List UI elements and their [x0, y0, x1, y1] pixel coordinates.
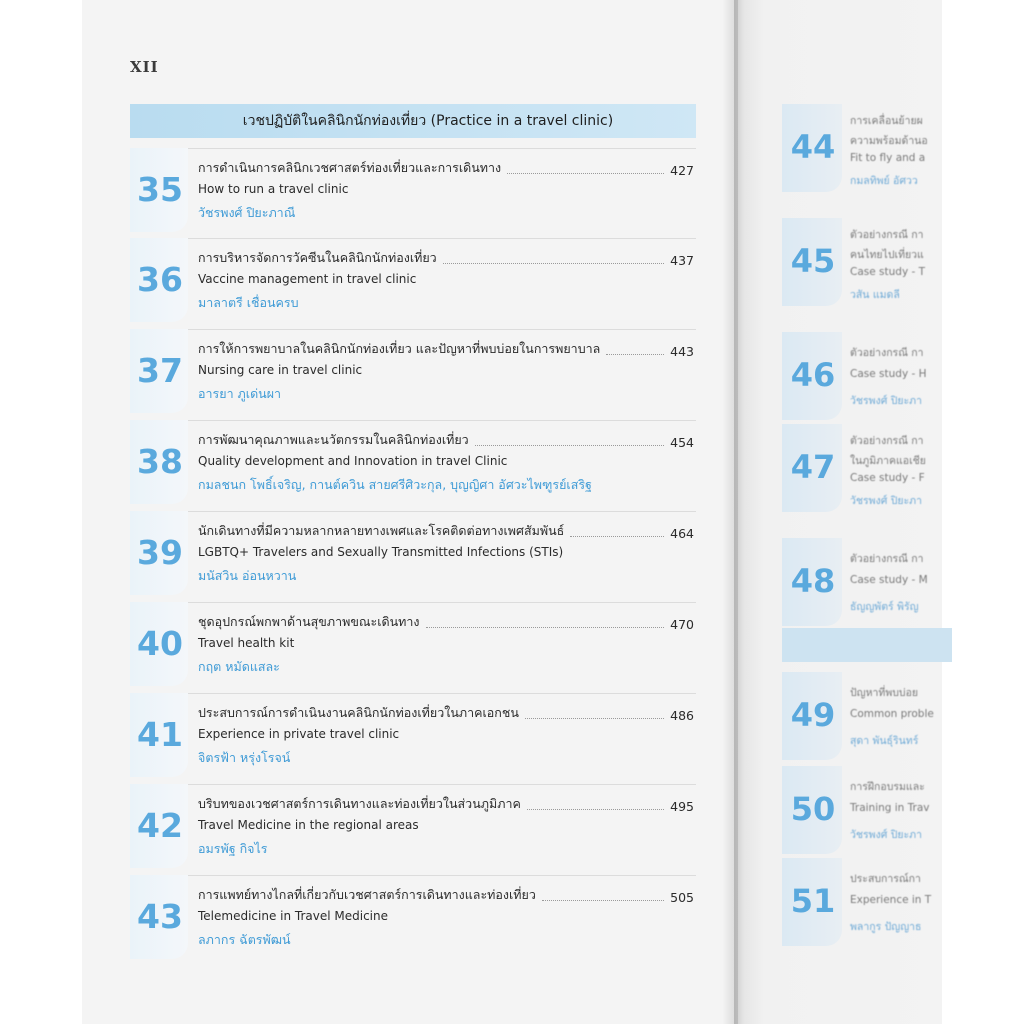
- author: กมลชนก โพธิ์เจริญ, กานต์ควิน สายศรีศิวะกุล, บุญญิศา อัศวะไพฑูรย์เสริฐ: [198, 477, 592, 492]
- title-fragment: Case study - T: [850, 266, 926, 278]
- chapter-number: 38: [137, 442, 183, 481]
- title-fragment: Case study - F: [850, 472, 925, 484]
- title-fragment: ตัวอย่างกรณี กา: [850, 553, 924, 565]
- author: ลภากร ฉัตรพัฒน์: [198, 932, 291, 947]
- title-fragment: Fit to fly and a: [850, 152, 926, 164]
- author-fragment: ธัญญพัตร์ พิรัญ: [850, 601, 919, 613]
- chapter-number: 50: [790, 790, 836, 828]
- chapter-number: 41: [137, 715, 183, 754]
- leader-dots: [527, 809, 664, 810]
- chapter-number-box: [130, 784, 188, 868]
- page-ref: 427: [670, 163, 694, 178]
- title-fragment: Common proble: [850, 708, 934, 720]
- chapter-number: 48: [790, 562, 836, 600]
- thai-title: การแพทย์ทางไกลที่เกี่ยวกับเวชศาสตร์การเดินทางและท่องเที่ยว: [198, 887, 536, 902]
- chapter-number: 47: [790, 448, 836, 486]
- right-toc-entry: [782, 332, 952, 420]
- author: จิตรฟ้า หรุ่งโรจน์: [198, 750, 291, 765]
- chapter-number-box: [782, 218, 842, 306]
- author: วัชรพงศ์ ปิยะภาณี: [198, 205, 296, 220]
- entry-divider: [188, 784, 696, 785]
- right-toc-entry: [782, 104, 952, 192]
- entry-divider: [188, 511, 696, 512]
- chapter-number: 35: [137, 170, 183, 209]
- page-ref: 470: [670, 617, 694, 632]
- thai-title: บริบทของเวชศาสตร์การเดินทางและท่องเที่ยวในส่วนภูมิภาค: [198, 796, 521, 811]
- title-fragment: ตัวอย่างกรณี กา: [850, 229, 924, 241]
- chapter-number: 44: [790, 128, 836, 166]
- thai-title: ชุดอุปกรณ์พกพาด้านสุขภาพขณะเดินทาง: [198, 614, 420, 629]
- chapter-number-box: [130, 238, 188, 322]
- leader-dots: [443, 263, 664, 264]
- right-toc-entry: [782, 766, 952, 854]
- english-title: Vaccine management in travel clinic: [198, 272, 417, 286]
- thai-title-row: [198, 158, 694, 178]
- author-fragment: วัชรพงศ์ ปิยะภา: [850, 395, 922, 407]
- leader-dots: [475, 445, 664, 446]
- entry-divider: [188, 875, 696, 876]
- thai-title-row: [198, 612, 694, 632]
- title-fragment: ในภูมิภาคแอเชีย: [850, 455, 926, 467]
- leader-dots: [525, 718, 664, 719]
- chapter-number: 46: [790, 356, 836, 394]
- title-fragment: ความพร้อมด้านอ: [850, 135, 928, 147]
- title-fragment: Experience in T: [850, 894, 932, 906]
- chapter-number-box: [130, 602, 188, 686]
- english-title: Experience in private travel clinic: [198, 727, 400, 741]
- leader-dots: [507, 173, 664, 174]
- author-fragment: วัชรพงศ์ ปิยะภา: [850, 495, 922, 507]
- entry-divider: [188, 238, 696, 239]
- chapter-number: 37: [137, 351, 183, 390]
- title-fragment: การฝึกอบรมและ: [850, 781, 925, 793]
- right-section-header: [782, 628, 952, 662]
- thai-title-row: [198, 794, 694, 814]
- title-fragment: ตัวอย่างกรณี กา: [850, 435, 924, 447]
- entry-divider: [188, 693, 696, 694]
- page-ref: 486: [670, 708, 694, 723]
- title-fragment: ตัวอย่างกรณี กา: [850, 347, 924, 359]
- chapter-number: 40: [137, 624, 183, 663]
- chapter-number-box: [782, 332, 842, 420]
- english-title: Quality development and Innovation in travel Clinic: [198, 454, 508, 468]
- right-toc-entry: [782, 218, 952, 306]
- toc-entry[interactable]: [130, 875, 696, 959]
- chapter-number-box: [130, 875, 188, 959]
- entry-divider: [188, 148, 696, 149]
- author: มนัสวิน อ่อนหวาน: [198, 568, 297, 583]
- title-fragment: คนไทยไปเที่ยวแ: [850, 249, 924, 261]
- author: มาลาตรี เชื่อนครบ: [198, 295, 299, 310]
- author-fragment: สุดา พันธุ์รินทร์: [850, 735, 919, 747]
- chapter-number: 51: [790, 882, 836, 920]
- english-title: Travel Medicine in the regional areas: [198, 818, 419, 832]
- toc-entry[interactable]: [130, 602, 696, 686]
- title-fragment: Case study - M: [850, 574, 928, 586]
- right-toc-entry: [782, 424, 952, 512]
- chapter-number-box: [130, 329, 188, 413]
- page-ref: 495: [670, 799, 694, 814]
- page-ref: 464: [670, 526, 694, 541]
- chapter-number-box: [782, 424, 842, 512]
- thai-title: การดำเนินการคลินิกเวชศาสตร์ท่องเที่ยวและการเดินทาง: [198, 160, 502, 175]
- page-ref: 505: [670, 890, 694, 905]
- chapter-number: 49: [790, 696, 836, 734]
- thai-title-row: [198, 430, 694, 450]
- page-ref: 454: [670, 435, 694, 450]
- chapter-number-box: [130, 148, 188, 232]
- page-number: XII: [130, 58, 159, 76]
- chapter-number-box: [782, 766, 842, 854]
- leader-dots: [542, 900, 664, 901]
- right-toc-entry: [782, 858, 952, 946]
- toc-entry[interactable]: [130, 511, 696, 595]
- chapter-number-box: [130, 693, 188, 777]
- chapter-number-box: [782, 672, 842, 760]
- chapter-number-box: [782, 858, 842, 946]
- chapter-number-box: [130, 511, 188, 595]
- toc-entry[interactable]: [130, 329, 696, 413]
- title-fragment: ปัญหาที่พบบ่อย: [850, 687, 919, 699]
- section-title: เวชปฏิบัติในคลินิกนักท่องเที่ยว (Practice in a travel clinic): [242, 113, 614, 129]
- chapter-number-box: [782, 538, 842, 626]
- title-fragment: Training in Trav: [850, 802, 930, 814]
- right-toc-entry: [782, 672, 952, 760]
- author-fragment: วัชรพงศ์ ปิยะภา: [850, 829, 922, 841]
- page-ref: 437: [670, 253, 694, 268]
- thai-title: ประสบการณ์การดำเนินงานคลินิกนักท่องเที่ยวในภาคเอกชน: [198, 705, 519, 720]
- entry-divider: [188, 602, 696, 603]
- entry-divider: [188, 420, 696, 421]
- right-toc-entry: [782, 538, 952, 626]
- author-fragment: กมลทิพย์ อัศวว: [850, 175, 918, 187]
- toc-entry[interactable]: [130, 148, 696, 232]
- leader-dots: [606, 354, 664, 355]
- toc-entry[interactable]: [130, 693, 696, 777]
- page-ref: 443: [670, 344, 694, 359]
- chapter-number: 36: [137, 260, 183, 299]
- toc-entry[interactable]: [130, 784, 696, 868]
- title-fragment: ประสบการณ์กา: [850, 873, 921, 885]
- thai-title-row: [198, 703, 694, 723]
- leader-dots: [426, 627, 665, 628]
- leader-dots: [570, 536, 664, 537]
- title-fragment: Case study - H: [850, 368, 927, 380]
- english-title: LGBTQ+ Travelers and Sexually Transmitted Infections (STIs): [198, 545, 564, 559]
- chapter-number: 39: [137, 533, 183, 572]
- thai-title-row: [198, 248, 694, 268]
- book-gutter: [722, 0, 738, 1024]
- thai-title: การบริหารจัดการวัคซีนในคลินิกนักท่องเที่ยว: [198, 250, 437, 265]
- thai-title: นักเดินทางที่มีความหลากหลายทางเพศและโรคติดต่อทางเพศสัมพันธ์: [198, 523, 565, 538]
- thai-title-row: [198, 339, 694, 359]
- author: อมรพัฐ กิจไร: [198, 841, 268, 856]
- toc-entry[interactable]: [130, 238, 696, 322]
- author-fragment: วสัน แมดลี: [850, 289, 900, 301]
- toc-entry[interactable]: [130, 420, 696, 504]
- author: กฤต หมัดแสละ: [198, 659, 280, 674]
- chapter-number: 42: [137, 806, 183, 845]
- english-title: Nursing care in travel clinic: [198, 363, 363, 377]
- english-title: Telemedicine in Travel Medicine: [198, 909, 388, 923]
- entry-divider: [188, 329, 696, 330]
- thai-title: การพัฒนาคุณภาพและนวัตกรรมในคลินิกท่องเที่ยว: [198, 432, 469, 447]
- section-header: [130, 104, 696, 138]
- author: อารยา ภูเด่นผา: [198, 386, 282, 401]
- english-title: Travel health kit: [198, 636, 295, 650]
- author-fragment: พลากูร ปัญญาธ: [850, 921, 922, 933]
- thai-title: การให้การพยาบาลในคลินิกนักท่องเที่ยว และปัญหาที่พบบ่อยในการพยาบาล: [198, 341, 601, 356]
- chapter-number: 45: [790, 242, 836, 280]
- english-title: How to run a travel clinic: [198, 182, 349, 196]
- thai-title-row: [198, 885, 694, 905]
- title-fragment: การเคลื่อนย้ายผ: [850, 115, 923, 127]
- chapter-number-box: [130, 420, 188, 504]
- chapter-number-box: [782, 104, 842, 192]
- thai-title-row: [198, 521, 694, 541]
- chapter-number: 43: [137, 897, 183, 936]
